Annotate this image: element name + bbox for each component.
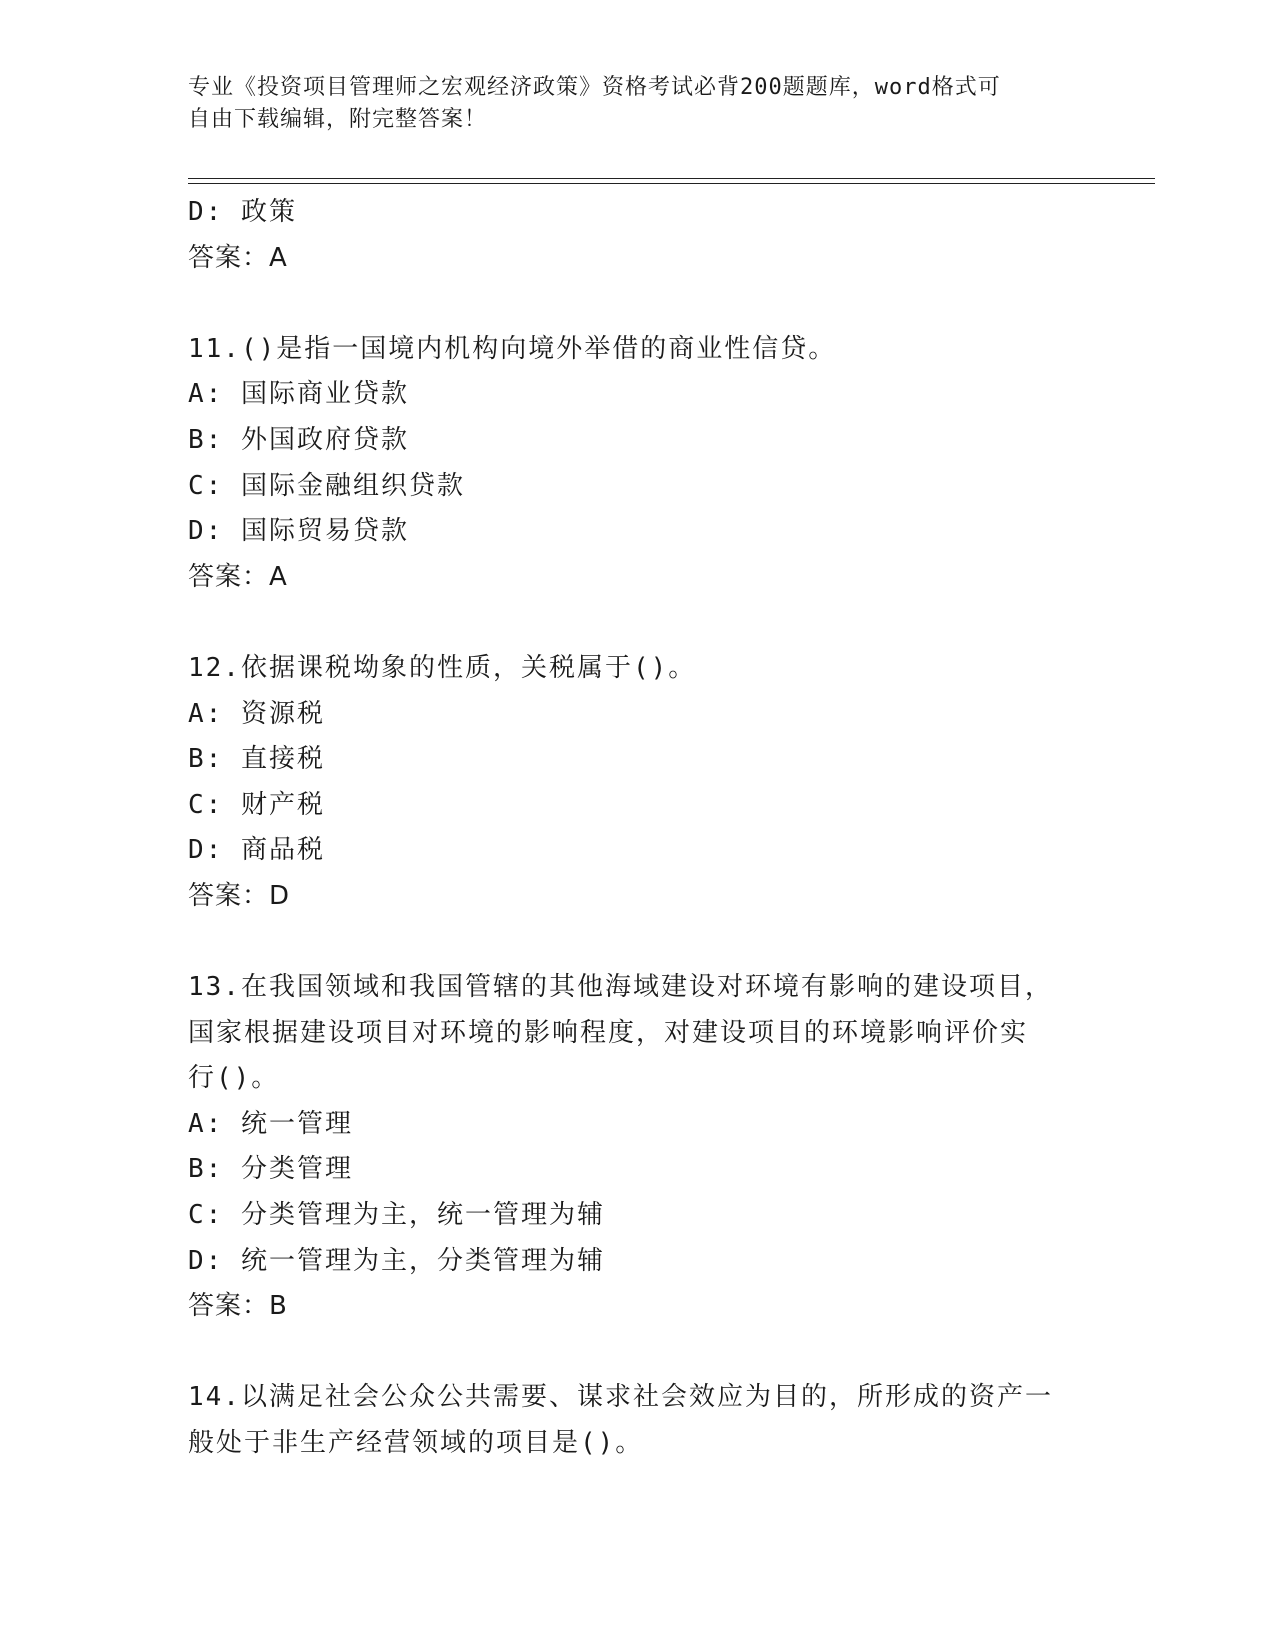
option-c: C: 国际金融组织贷款	[188, 470, 465, 501]
answer: 答案：B	[188, 1291, 288, 1322]
document-header	[188, 72, 1068, 136]
option-a: A: 国际商业贷款	[188, 379, 409, 410]
question-12	[188, 646, 1078, 920]
option-c: C: 分类管理为主，统一管理为辅	[188, 1200, 605, 1231]
option-a: A: 资源税	[188, 698, 325, 729]
question-stem-line-1: 13.在我国领域和我国管辖的其他海域建设对环境有影响的建设项目，	[188, 972, 1053, 1003]
question-stem: 12.依据课税坳象的性质，关税属于()。	[188, 652, 697, 683]
header-title-line-1: 专业《投资项目管理师之宏观经济政策》资格考试必背200题题库，word格式可	[188, 75, 1001, 100]
option-b: B: 直接税	[188, 744, 325, 775]
header-divider-bottom	[188, 183, 1155, 184]
question-stem: 11.()是指一国境内机构向境外举借的商业性信贷。	[188, 333, 837, 364]
question-stem-line-1: 14.以满足社会公众公共需要、谋求社会效应为目的，所形成的资产一	[188, 1382, 1053, 1413]
question-14	[188, 1375, 1078, 1466]
answer: 答案：A	[188, 561, 288, 592]
option-d: D: 政策	[188, 197, 297, 227]
header-divider-top	[188, 178, 1155, 179]
question-list	[188, 190, 1078, 1467]
option-d: D: 商品税	[188, 835, 325, 866]
spacer	[188, 600, 1078, 646]
question-stem-line-2: 国家根据建设项目对环境的影响程度，对建设项目的环境影响评价实	[188, 1017, 1029, 1048]
option-d: D: 国际贸易贷款	[188, 516, 409, 547]
question-stem-line-2: 般处于非生产经营领域的项目是()。	[188, 1428, 644, 1459]
answer: 答案：A	[188, 242, 288, 273]
question-11	[188, 327, 1078, 601]
option-b: B: 分类管理	[188, 1154, 353, 1185]
option-c: C: 财产税	[188, 789, 325, 820]
option-b: B: 外国政府贷款	[188, 424, 409, 455]
spacer	[188, 920, 1078, 966]
header-title-line-2: 自由下载编辑，附完整答案！	[188, 107, 488, 132]
spacer	[188, 1330, 1078, 1376]
spacer	[188, 281, 1078, 327]
question-13	[188, 965, 1078, 1330]
option-d: D: 统一管理为主，分类管理为辅	[188, 1245, 605, 1276]
answer: 答案：D	[188, 880, 291, 911]
question-10-tail	[188, 190, 1078, 281]
option-a: A: 统一管理	[188, 1108, 353, 1139]
question-stem-line-3: 行()。	[188, 1063, 280, 1094]
